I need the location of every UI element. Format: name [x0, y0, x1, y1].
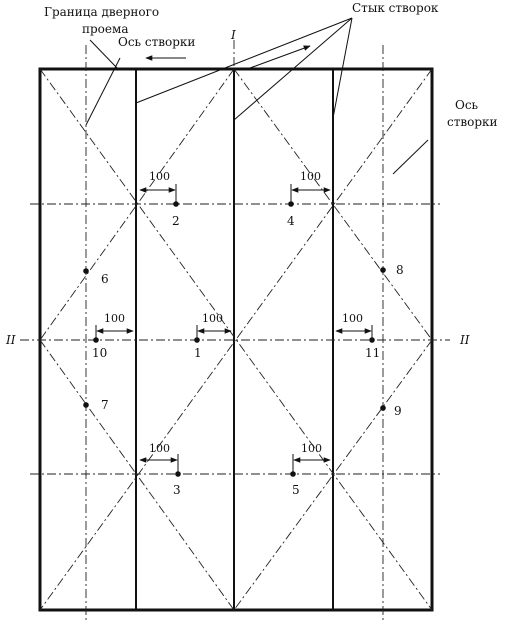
- joint-arrow: [250, 46, 310, 68]
- dim-label: 100: [202, 312, 223, 325]
- door-opening-leader: [90, 40, 118, 69]
- dim-label: 100: [300, 170, 321, 183]
- leaf-axis-right-label-line2: створки: [447, 115, 498, 129]
- point-9: [380, 405, 386, 411]
- point-5: [290, 471, 296, 477]
- joint-leader-1: [136, 18, 352, 103]
- point-7: [83, 402, 89, 408]
- point-10: [93, 337, 99, 343]
- dim-label: 100: [149, 170, 170, 183]
- door-opening-label-line2: проема: [82, 22, 129, 36]
- point-3: [175, 471, 181, 477]
- point-label-8: 8: [396, 263, 404, 277]
- point-label-1: 1: [194, 346, 202, 360]
- point-4: [288, 201, 294, 207]
- horizontal-axis-label-right: II: [460, 333, 470, 347]
- leaf-joint-label: Стык створок: [352, 1, 439, 15]
- leaf-axis-left-label: Ось створки: [118, 35, 196, 49]
- point-label-4: 4: [287, 214, 295, 228]
- point-11: [369, 337, 375, 343]
- dim-label: 100: [149, 442, 170, 455]
- door-opening-label-line1: Граница дверного: [44, 5, 160, 19]
- leaf-axis-right-leader: [393, 140, 428, 174]
- point-label-7: 7: [101, 398, 109, 412]
- point-label-10: 10: [92, 346, 108, 360]
- dim-label: 100: [342, 312, 363, 325]
- point-label-2: 2: [172, 214, 180, 228]
- point-label-6: 6: [101, 272, 109, 286]
- point-1: [194, 337, 200, 343]
- leaf-axis-right-label-line1: Ось: [455, 98, 479, 112]
- point-label-3: 3: [173, 483, 181, 497]
- point-label-11: 11: [365, 346, 381, 360]
- point-6: [83, 268, 89, 274]
- dim-label: 100: [104, 312, 125, 325]
- vertical-axis-label: I: [231, 28, 236, 42]
- point-8: [380, 267, 386, 273]
- point-label-5: 5: [292, 483, 300, 497]
- point-2: [173, 201, 179, 207]
- point-label-9: 9: [394, 404, 402, 418]
- dim-label: 100: [301, 442, 322, 455]
- horizontal-axis-label-left: II: [6, 333, 16, 347]
